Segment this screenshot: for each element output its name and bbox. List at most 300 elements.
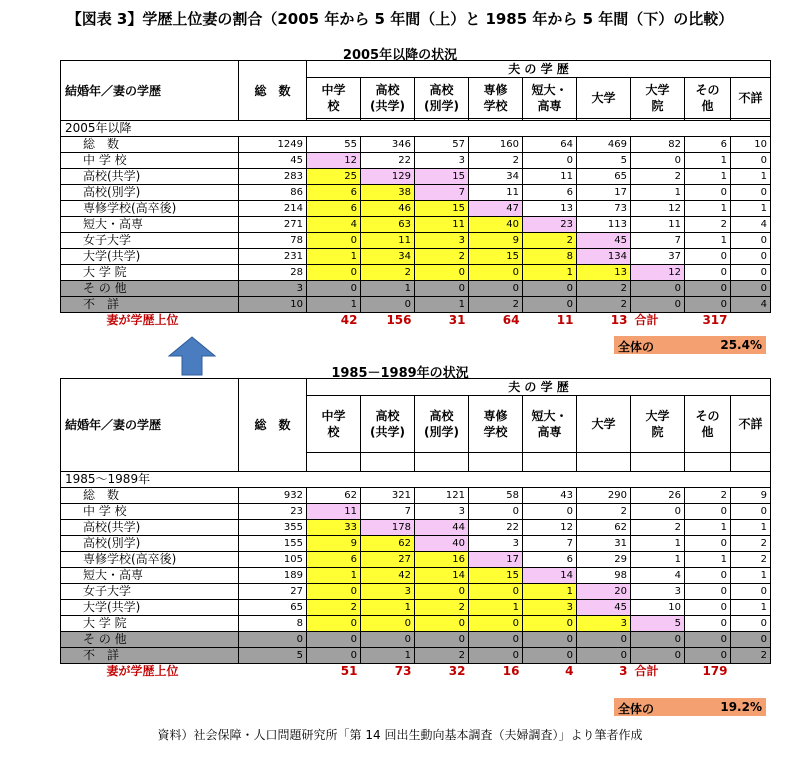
table-row <box>61 504 771 520</box>
value-cell: 1 <box>523 265 577 281</box>
header-spacer-cell <box>469 453 523 472</box>
column-header-line: (別学) <box>424 99 459 113</box>
value-cell: 1 <box>307 568 361 584</box>
row-label: 専修学校(高卒後) <box>61 552 239 568</box>
column-header-line: 専修 <box>483 83 508 97</box>
value-cell: 11 <box>631 217 685 233</box>
value-cell: 7 <box>631 233 685 249</box>
value-cell: 40 <box>469 217 523 233</box>
header-spacer-cell <box>631 453 685 472</box>
row-label: 高校(共学) <box>61 169 239 185</box>
value-cell: 62 <box>307 488 361 504</box>
value-cell: 1 <box>731 568 771 584</box>
value-cell: 0 <box>631 648 685 664</box>
value-cell: 0 <box>685 281 731 297</box>
value-cell: 0 <box>415 632 469 648</box>
value-cell: 1 <box>307 249 361 265</box>
row-total: 231 <box>239 249 307 265</box>
header-row <box>61 379 771 396</box>
column-header <box>361 396 415 453</box>
value-cell: 7 <box>361 504 415 520</box>
column-header-line: 不詳 <box>738 417 763 431</box>
value-cell: 0 <box>731 249 771 265</box>
column-header <box>731 396 771 453</box>
value-cell: 2 <box>415 249 469 265</box>
column-header-line: 中学 <box>321 83 346 97</box>
table-row <box>61 648 771 664</box>
value-cell: 0 <box>685 648 731 664</box>
value-cell: 0 <box>469 584 523 600</box>
value-cell: 26 <box>631 488 685 504</box>
sum-spacer <box>239 313 307 329</box>
value-cell: 0 <box>523 632 577 648</box>
value-cell: 4 <box>307 217 361 233</box>
column-header-line: 高専 <box>537 425 562 439</box>
value-cell: 3 <box>523 600 577 616</box>
sum-spacer <box>731 664 771 680</box>
pct-label: 全体の <box>618 340 655 354</box>
column-header-line: (共学) <box>370 99 405 113</box>
value-cell: 11 <box>361 233 415 249</box>
column-header-line: (別学) <box>424 425 459 439</box>
value-cell: 2 <box>577 281 631 297</box>
row-label: 女子大学 <box>61 233 239 249</box>
value-cell: 178 <box>361 520 415 536</box>
value-cell: 0 <box>469 281 523 297</box>
row-label: 短大・高専 <box>61 217 239 233</box>
table-row <box>61 552 771 568</box>
value-cell: 2 <box>577 504 631 520</box>
table-1985-subtitle: 1985－1989年の状況 <box>331 366 469 381</box>
value-cell: 121 <box>415 488 469 504</box>
table-2005-subtitle: 2005年以降の状況 <box>342 48 458 63</box>
row-total: 105 <box>239 552 307 568</box>
row-label: 高校(共学) <box>61 520 239 536</box>
row-label: 不 詳 <box>61 297 239 313</box>
column-header <box>731 78 771 119</box>
value-cell: 3 <box>361 584 415 600</box>
value-cell: 1 <box>415 297 469 313</box>
value-cell: 9 <box>731 488 771 504</box>
column-header <box>415 78 469 119</box>
value-cell: 0 <box>731 185 771 201</box>
column-header-line: 中学 <box>321 409 346 423</box>
sum-spacer <box>731 313 771 329</box>
value-cell: 82 <box>631 137 685 153</box>
sum-value: 64 <box>502 313 520 327</box>
value-cell: 27 <box>361 552 415 568</box>
value-cell: 0 <box>415 584 469 600</box>
value-cell: 6 <box>307 552 361 568</box>
value-cell: 2 <box>415 600 469 616</box>
value-cell: 13 <box>523 201 577 217</box>
value-cell: 12 <box>523 520 577 536</box>
value-cell: 0 <box>731 616 771 632</box>
sum-label: 妻が学歴上位 <box>106 664 179 678</box>
row-label: そ の 他 <box>61 632 239 648</box>
sum-value: 156 <box>386 313 412 327</box>
value-cell: 43 <box>523 488 577 504</box>
value-cell: 2 <box>307 600 361 616</box>
column-header-line: 大学 <box>645 83 670 97</box>
value-cell: 11 <box>415 217 469 233</box>
value-cell: 5 <box>577 153 631 169</box>
value-cell: 1 <box>469 600 523 616</box>
husband-education-header: 夫 の 学 歴 <box>307 379 771 396</box>
value-cell: 0 <box>469 648 523 664</box>
value-cell: 23 <box>523 217 577 233</box>
column-header-line: 院 <box>651 425 664 439</box>
value-cell: 1 <box>731 520 771 536</box>
value-cell: 22 <box>361 153 415 169</box>
value-cell: 2 <box>415 648 469 664</box>
value-cell: 1 <box>685 233 731 249</box>
row-total: 189 <box>239 568 307 584</box>
value-cell: 0 <box>731 632 771 648</box>
table-row <box>61 185 771 201</box>
value-cell: 0 <box>415 281 469 297</box>
table-row <box>61 169 771 185</box>
value-cell: 65 <box>577 169 631 185</box>
row-total: 45 <box>239 153 307 169</box>
value-cell: 10 <box>631 600 685 616</box>
column-header <box>469 396 523 453</box>
value-cell: 0 <box>685 185 731 201</box>
value-cell: 4 <box>631 568 685 584</box>
value-cell: 3 <box>415 153 469 169</box>
row-total: 932 <box>239 488 307 504</box>
value-cell: 0 <box>469 504 523 520</box>
value-cell: 12 <box>631 201 685 217</box>
row-label: 中 学 校 <box>61 504 239 520</box>
column-header <box>523 78 577 119</box>
sum-value: 3 <box>619 664 628 678</box>
row-label: 大学(共学) <box>61 249 239 265</box>
value-cell: 0 <box>577 632 631 648</box>
row-total: 355 <box>239 520 307 536</box>
column-header-line: 校 <box>327 99 340 113</box>
row-total: 23 <box>239 504 307 520</box>
column-header-line: 短大・ <box>531 409 568 423</box>
value-cell: 0 <box>631 281 685 297</box>
value-cell: 0 <box>469 265 523 281</box>
value-cell: 0 <box>523 281 577 297</box>
column-header-line: 学校 <box>483 99 508 113</box>
value-cell: 6 <box>307 185 361 201</box>
value-cell: 9 <box>307 536 361 552</box>
value-cell: 0 <box>523 504 577 520</box>
table-row <box>61 265 771 281</box>
table-row <box>61 233 771 249</box>
value-cell: 2 <box>469 153 523 169</box>
value-cell: 1 <box>731 201 771 217</box>
pct-box-1985 <box>614 698 766 716</box>
row-total: 271 <box>239 217 307 233</box>
total-header: 総 数 <box>239 61 307 121</box>
column-header <box>685 78 731 119</box>
row-total: 27 <box>239 584 307 600</box>
table-row <box>61 281 771 297</box>
table-row <box>61 249 771 265</box>
sum-row <box>61 313 771 329</box>
value-cell: 0 <box>469 616 523 632</box>
value-cell: 15 <box>415 201 469 217</box>
column-header-line: 他 <box>701 99 714 113</box>
value-cell: 290 <box>577 488 631 504</box>
value-cell: 1 <box>523 584 577 600</box>
value-cell: 10 <box>731 137 771 153</box>
value-cell: 0 <box>631 632 685 648</box>
value-cell: 58 <box>469 488 523 504</box>
value-cell: 321 <box>361 488 415 504</box>
row-total: 65 <box>239 600 307 616</box>
value-cell: 46 <box>361 201 415 217</box>
value-cell: 0 <box>685 536 731 552</box>
column-header <box>523 396 577 453</box>
value-cell: 38 <box>361 185 415 201</box>
column-header <box>469 78 523 119</box>
value-cell: 45 <box>577 600 631 616</box>
column-header <box>361 78 415 119</box>
table-row <box>61 217 771 233</box>
column-header-line: 大学 <box>591 417 616 431</box>
sum-value: 73 <box>394 664 412 678</box>
value-cell: 14 <box>523 568 577 584</box>
value-cell: 0 <box>523 648 577 664</box>
row-total: 86 <box>239 185 307 201</box>
value-cell: 25 <box>307 169 361 185</box>
table-row <box>61 520 771 536</box>
sum-total-value: 317 <box>702 313 728 327</box>
sum-value: 51 <box>340 664 358 678</box>
value-cell: 113 <box>577 217 631 233</box>
value-cell: 0 <box>415 265 469 281</box>
column-header-line: その <box>695 409 720 423</box>
value-cell: 3 <box>415 233 469 249</box>
value-cell: 0 <box>361 632 415 648</box>
column-header-line: 他 <box>701 425 714 439</box>
value-cell: 12 <box>307 153 361 169</box>
value-cell: 1 <box>361 600 415 616</box>
value-cell: 9 <box>469 233 523 249</box>
column-header-line: 高校 <box>429 409 454 423</box>
sum-total-label: 合計 <box>634 664 659 678</box>
value-cell: 2 <box>469 297 523 313</box>
value-cell: 3 <box>577 616 631 632</box>
value-cell: 0 <box>685 249 731 265</box>
sum-value: 42 <box>340 313 358 327</box>
value-cell: 469 <box>577 137 631 153</box>
value-cell: 16 <box>415 552 469 568</box>
value-cell: 0 <box>307 233 361 249</box>
value-cell: 3 <box>469 536 523 552</box>
column-header <box>307 396 361 453</box>
row-header-label: 結婚年／妻の学歴 <box>61 379 239 472</box>
value-cell: 0 <box>631 504 685 520</box>
row-total: 8 <box>239 616 307 632</box>
table-row <box>61 584 771 600</box>
value-cell: 1 <box>631 185 685 201</box>
row-label: 専修学校(高卒後) <box>61 201 239 217</box>
value-cell: 0 <box>685 504 731 520</box>
value-cell: 98 <box>577 568 631 584</box>
column-header <box>631 396 685 453</box>
table-row <box>61 632 771 648</box>
row-label: そ の 他 <box>61 281 239 297</box>
column-header-line: 高専 <box>537 99 562 113</box>
value-cell: 11 <box>469 185 523 201</box>
row-label: 中 学 校 <box>61 153 239 169</box>
value-cell: 8 <box>523 249 577 265</box>
column-header-line: 専修 <box>483 409 508 423</box>
value-cell: 15 <box>469 568 523 584</box>
table-row <box>61 137 771 153</box>
value-cell: 2 <box>731 536 771 552</box>
value-cell: 2 <box>685 217 731 233</box>
sum-value: 32 <box>448 664 466 678</box>
value-cell: 4 <box>731 297 771 313</box>
row-header-label: 結婚年／妻の学歴 <box>61 61 239 121</box>
husband-education-header: 夫 の 学 歴 <box>307 61 771 78</box>
column-header-line: 大学 <box>591 91 616 105</box>
row-total: 28 <box>239 265 307 281</box>
value-cell: 11 <box>307 504 361 520</box>
value-cell: 62 <box>361 536 415 552</box>
table-row <box>61 153 771 169</box>
value-cell: 1 <box>731 600 771 616</box>
pct-value: 19.2% <box>720 700 762 714</box>
column-header-line: その <box>695 83 720 97</box>
value-cell: 0 <box>307 281 361 297</box>
row-label: 不 詳 <box>61 648 239 664</box>
row-total: 0 <box>239 632 307 648</box>
sum-total-label: 合計 <box>634 313 659 327</box>
table-row <box>61 600 771 616</box>
sum-value: 4 <box>565 664 574 678</box>
value-cell: 2 <box>731 552 771 568</box>
value-cell: 6 <box>685 137 731 153</box>
group-label-row <box>61 472 771 488</box>
value-cell: 17 <box>577 185 631 201</box>
table-row <box>61 536 771 552</box>
value-cell: 34 <box>361 249 415 265</box>
sum-value: 31 <box>448 313 466 327</box>
header-spacer-cell <box>731 453 771 472</box>
row-label: 大 学 院 <box>61 616 239 632</box>
value-cell: 17 <box>469 552 523 568</box>
value-cell: 1 <box>685 153 731 169</box>
value-cell: 2 <box>361 265 415 281</box>
value-cell: 15 <box>469 249 523 265</box>
column-header-line: 院 <box>651 99 664 113</box>
value-cell: 346 <box>361 137 415 153</box>
column-header <box>307 78 361 119</box>
total-header: 総 数 <box>239 379 307 472</box>
value-cell: 45 <box>577 233 631 249</box>
column-header <box>577 78 631 119</box>
value-cell: 14 <box>415 568 469 584</box>
value-cell: 57 <box>415 137 469 153</box>
value-cell: 64 <box>523 137 577 153</box>
value-cell: 1 <box>631 552 685 568</box>
value-cell: 29 <box>577 552 631 568</box>
value-cell: 1 <box>685 520 731 536</box>
group-label: 2005年以降 <box>61 121 771 137</box>
value-cell: 129 <box>361 169 415 185</box>
value-cell: 20 <box>577 584 631 600</box>
value-cell: 134 <box>577 249 631 265</box>
value-cell: 1 <box>361 281 415 297</box>
table-row <box>61 568 771 584</box>
value-cell: 0 <box>307 584 361 600</box>
row-label: 高校(別学) <box>61 185 239 201</box>
value-cell: 0 <box>415 616 469 632</box>
value-cell: 0 <box>523 616 577 632</box>
group-label-row <box>61 121 771 137</box>
source-note: 資料）社会保障・人口問題研究所「第 14 回出生動向基本調査（夫婦調査）」より筆者作成 <box>157 728 643 742</box>
value-cell: 0 <box>685 632 731 648</box>
value-cell: 0 <box>685 568 731 584</box>
value-cell: 0 <box>307 648 361 664</box>
column-header <box>577 396 631 453</box>
sum-value: 13 <box>610 313 628 327</box>
row-total: 1249 <box>239 137 307 153</box>
column-header-line: 高校 <box>429 83 454 97</box>
value-cell: 11 <box>523 169 577 185</box>
row-total: 283 <box>239 169 307 185</box>
value-cell: 0 <box>361 297 415 313</box>
sum-total-value: 179 <box>702 664 728 678</box>
value-cell: 0 <box>577 648 631 664</box>
sum-label: 妻が学歴上位 <box>106 313 179 327</box>
value-cell: 0 <box>731 265 771 281</box>
column-header <box>631 78 685 119</box>
value-cell: 0 <box>731 233 771 249</box>
row-label: 大 学 院 <box>61 265 239 281</box>
pct-label: 全体の <box>618 702 655 716</box>
row-label: 短大・高専 <box>61 568 239 584</box>
value-cell: 0 <box>469 632 523 648</box>
value-cell: 0 <box>523 297 577 313</box>
value-cell: 44 <box>415 520 469 536</box>
value-cell: 2 <box>631 169 685 185</box>
pct-value: 25.4% <box>720 338 762 352</box>
value-cell: 1 <box>731 169 771 185</box>
sum-value: 11 <box>556 313 574 327</box>
row-total: 5 <box>239 648 307 664</box>
value-cell: 0 <box>631 153 685 169</box>
value-cell: 33 <box>307 520 361 536</box>
value-cell: 55 <box>307 137 361 153</box>
value-cell: 2 <box>523 233 577 249</box>
value-cell: 7 <box>523 536 577 552</box>
table-row <box>61 201 771 217</box>
value-cell: 6 <box>523 552 577 568</box>
value-cell: 42 <box>361 568 415 584</box>
header-spacer-cell <box>415 453 469 472</box>
sum-value: 16 <box>502 664 520 678</box>
table-row <box>61 616 771 632</box>
value-cell: 0 <box>685 616 731 632</box>
value-cell: 0 <box>307 616 361 632</box>
row-total: 3 <box>239 281 307 297</box>
value-cell: 5 <box>631 616 685 632</box>
column-header-line: 高校 <box>375 83 400 97</box>
figure-title: 【図表 3】学歴上位妻の割合（2005 年から 5 年間（上）と 1985 年から 5 年間（下）の比較） <box>66 10 734 28</box>
column-header-line: 大学 <box>645 409 670 423</box>
value-cell: 1 <box>361 648 415 664</box>
value-cell: 2 <box>577 297 631 313</box>
